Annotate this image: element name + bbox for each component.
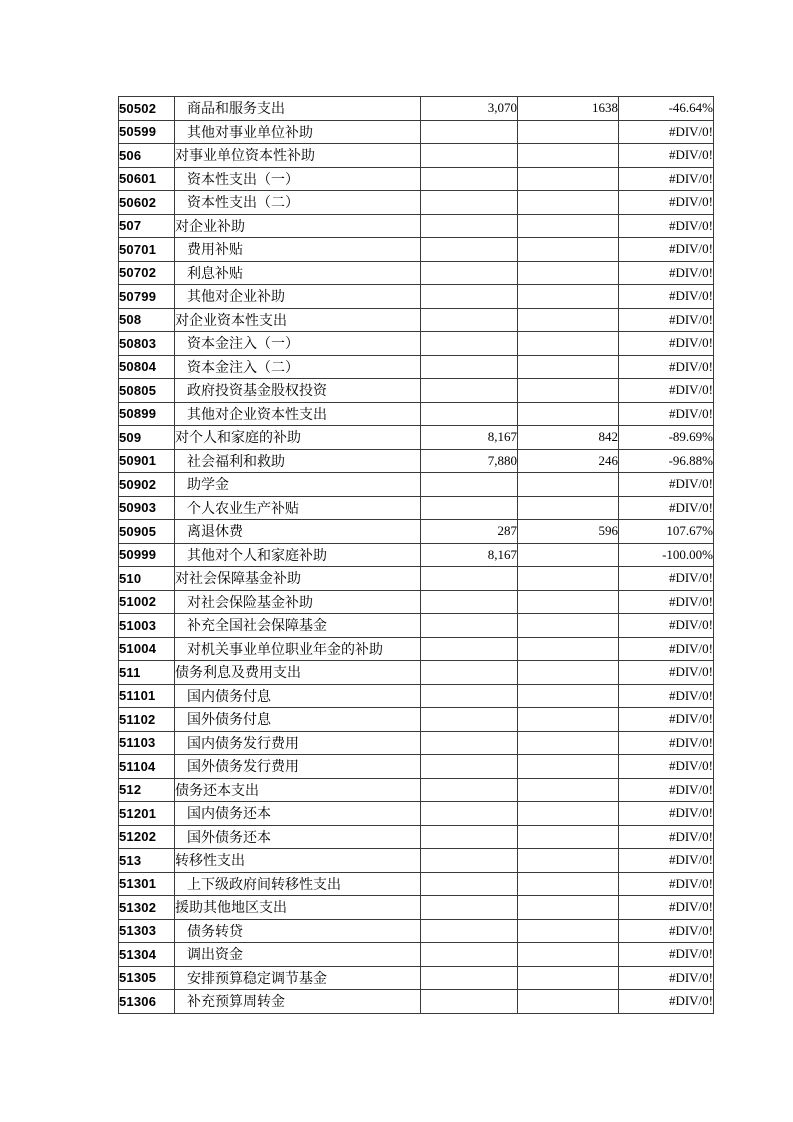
value1-cell xyxy=(421,802,518,826)
value2-cell xyxy=(518,120,619,144)
value1-cell xyxy=(421,191,518,215)
table-row xyxy=(119,473,714,497)
name-cell: 调出资金 xyxy=(175,943,421,967)
value1-cell xyxy=(421,567,518,591)
table-row xyxy=(119,637,714,661)
value2-cell xyxy=(518,849,619,873)
value2-cell: 596 xyxy=(518,520,619,544)
code-cell: 51004 xyxy=(119,637,175,661)
percent-cell: #DIV/0! xyxy=(619,872,714,896)
value1-cell xyxy=(421,684,518,708)
percent-cell: #DIV/0! xyxy=(619,144,714,168)
table-row xyxy=(119,755,714,779)
value2-cell xyxy=(518,755,619,779)
percent-cell: #DIV/0! xyxy=(619,473,714,497)
name-cell: 商品和服务支出 xyxy=(175,97,421,121)
percent-cell: #DIV/0! xyxy=(619,355,714,379)
code-cell: 50803 xyxy=(119,332,175,356)
value2-cell xyxy=(518,802,619,826)
table-row xyxy=(119,191,714,215)
code-cell: 506 xyxy=(119,144,175,168)
value2-cell xyxy=(518,966,619,990)
value2-cell xyxy=(518,355,619,379)
percent-cell: #DIV/0! xyxy=(619,238,714,262)
value1-cell xyxy=(421,285,518,309)
value2-cell xyxy=(518,379,619,403)
name-cell: 对企业补助 xyxy=(175,214,421,238)
value1-cell xyxy=(421,120,518,144)
code-cell: 51303 xyxy=(119,919,175,943)
value1-cell xyxy=(421,778,518,802)
value1-cell xyxy=(421,731,518,755)
table-row xyxy=(119,543,714,567)
code-cell: 51202 xyxy=(119,825,175,849)
table-row xyxy=(119,802,714,826)
table-row xyxy=(119,144,714,168)
table-row xyxy=(119,261,714,285)
value2-cell xyxy=(518,896,619,920)
code-cell: 508 xyxy=(119,308,175,332)
name-cell: 国外债务发行费用 xyxy=(175,755,421,779)
value2-cell xyxy=(518,261,619,285)
value1-cell xyxy=(421,402,518,426)
table-row xyxy=(119,97,714,121)
percent-cell: #DIV/0! xyxy=(619,825,714,849)
code-cell: 513 xyxy=(119,849,175,873)
name-cell: 转移性支出 xyxy=(175,849,421,873)
percent-cell: #DIV/0! xyxy=(619,590,714,614)
percent-cell: #DIV/0! xyxy=(619,567,714,591)
value2-cell xyxy=(518,708,619,732)
name-cell: 对社会保障基金补助 xyxy=(175,567,421,591)
table-row xyxy=(119,496,714,520)
value2-cell xyxy=(518,144,619,168)
name-cell: 对事业单位资本性补助 xyxy=(175,144,421,168)
name-cell: 社会福利和救助 xyxy=(175,449,421,473)
table-row xyxy=(119,849,714,873)
table-row xyxy=(119,661,714,685)
value1-cell xyxy=(421,144,518,168)
code-cell: 51002 xyxy=(119,590,175,614)
value2-cell xyxy=(518,614,619,638)
value1-cell xyxy=(421,896,518,920)
budget-table xyxy=(118,96,714,1014)
name-cell: 个人农业生产补贴 xyxy=(175,496,421,520)
value1-cell: 7,880 xyxy=(421,449,518,473)
percent-cell: #DIV/0! xyxy=(619,802,714,826)
code-cell: 510 xyxy=(119,567,175,591)
percent-cell: #DIV/0! xyxy=(619,214,714,238)
value2-cell xyxy=(518,661,619,685)
table-row xyxy=(119,214,714,238)
value2-cell xyxy=(518,496,619,520)
percent-cell: #DIV/0! xyxy=(619,990,714,1014)
table-row xyxy=(119,731,714,755)
percent-cell: #DIV/0! xyxy=(619,379,714,403)
name-cell: 其他对企业资本性支出 xyxy=(175,402,421,426)
table-row xyxy=(119,308,714,332)
value2-cell xyxy=(518,567,619,591)
value2-cell xyxy=(518,402,619,426)
name-cell: 对企业资本性支出 xyxy=(175,308,421,332)
name-cell: 安排预算稳定调节基金 xyxy=(175,966,421,990)
name-cell: 利息补贴 xyxy=(175,261,421,285)
code-cell: 51003 xyxy=(119,614,175,638)
value1-cell xyxy=(421,990,518,1014)
percent-cell: #DIV/0! xyxy=(619,919,714,943)
code-cell: 51101 xyxy=(119,684,175,708)
table-row xyxy=(119,778,714,802)
value2-cell xyxy=(518,825,619,849)
value1-cell xyxy=(421,661,518,685)
name-cell: 政府投资基金股权投资 xyxy=(175,379,421,403)
percent-cell: #DIV/0! xyxy=(619,943,714,967)
value2-cell xyxy=(518,285,619,309)
table-row xyxy=(119,919,714,943)
value1-cell xyxy=(421,238,518,262)
table-row xyxy=(119,379,714,403)
name-cell: 补充全国社会保障基金 xyxy=(175,614,421,638)
table-row xyxy=(119,896,714,920)
value2-cell xyxy=(518,919,619,943)
table-row xyxy=(119,614,714,638)
name-cell: 债务利息及费用支出 xyxy=(175,661,421,685)
name-cell: 补充预算周转金 xyxy=(175,990,421,1014)
code-cell: 50805 xyxy=(119,379,175,403)
percent-cell: -96.88% xyxy=(619,449,714,473)
code-cell: 51306 xyxy=(119,990,175,1014)
percent-cell: #DIV/0! xyxy=(619,614,714,638)
value2-cell xyxy=(518,872,619,896)
percent-cell: #DIV/0! xyxy=(619,755,714,779)
name-cell: 援助其他地区支出 xyxy=(175,896,421,920)
code-cell: 51102 xyxy=(119,708,175,732)
code-cell: 51201 xyxy=(119,802,175,826)
name-cell: 对社会保险基金补助 xyxy=(175,590,421,614)
value1-cell xyxy=(421,308,518,332)
name-cell: 国内债务发行费用 xyxy=(175,731,421,755)
value2-cell xyxy=(518,191,619,215)
table-row xyxy=(119,238,714,262)
code-cell: 507 xyxy=(119,214,175,238)
table-row xyxy=(119,449,714,473)
value2-cell xyxy=(518,167,619,191)
percent-cell: #DIV/0! xyxy=(619,261,714,285)
name-cell: 国外债务还本 xyxy=(175,825,421,849)
table-row xyxy=(119,966,714,990)
percent-cell: #DIV/0! xyxy=(619,966,714,990)
table-row xyxy=(119,990,714,1014)
percent-cell: #DIV/0! xyxy=(619,496,714,520)
value2-cell xyxy=(518,543,619,567)
table-row xyxy=(119,426,714,450)
name-cell: 离退休费 xyxy=(175,520,421,544)
value1-cell xyxy=(421,355,518,379)
value1-cell: 8,167 xyxy=(421,426,518,450)
name-cell: 对机关事业单位职业年金的补助 xyxy=(175,637,421,661)
table-row xyxy=(119,872,714,896)
code-cell: 51304 xyxy=(119,943,175,967)
name-cell: 助学金 xyxy=(175,473,421,497)
value2-cell xyxy=(518,238,619,262)
code-cell: 512 xyxy=(119,778,175,802)
value2-cell: 246 xyxy=(518,449,619,473)
value2-cell xyxy=(518,731,619,755)
table-row xyxy=(119,332,714,356)
table-row xyxy=(119,355,714,379)
value2-cell xyxy=(518,637,619,661)
value1-cell xyxy=(421,261,518,285)
code-cell: 51104 xyxy=(119,755,175,779)
name-cell: 资本性支出（一） xyxy=(175,167,421,191)
value2-cell xyxy=(518,473,619,497)
code-cell: 50701 xyxy=(119,238,175,262)
code-cell: 50599 xyxy=(119,120,175,144)
name-cell: 对个人和家庭的补助 xyxy=(175,426,421,450)
value1-cell xyxy=(421,167,518,191)
code-cell: 51103 xyxy=(119,731,175,755)
value1-cell xyxy=(421,825,518,849)
name-cell: 国内债务付息 xyxy=(175,684,421,708)
table-row xyxy=(119,825,714,849)
percent-cell: #DIV/0! xyxy=(619,332,714,356)
code-cell: 50901 xyxy=(119,449,175,473)
value1-cell xyxy=(421,379,518,403)
table-row xyxy=(119,402,714,426)
value2-cell xyxy=(518,308,619,332)
percent-cell: #DIV/0! xyxy=(619,896,714,920)
value1-cell: 287 xyxy=(421,520,518,544)
code-cell: 50601 xyxy=(119,167,175,191)
table-row xyxy=(119,708,714,732)
value2-cell: 842 xyxy=(518,426,619,450)
value1-cell xyxy=(421,332,518,356)
percent-cell: #DIV/0! xyxy=(619,120,714,144)
value1-cell xyxy=(421,590,518,614)
code-cell: 50804 xyxy=(119,355,175,379)
percent-cell: #DIV/0! xyxy=(619,191,714,215)
percent-cell: #DIV/0! xyxy=(619,637,714,661)
percent-cell: #DIV/0! xyxy=(619,778,714,802)
code-cell: 50905 xyxy=(119,520,175,544)
code-cell: 50799 xyxy=(119,285,175,309)
percent-cell: 107.67% xyxy=(619,520,714,544)
name-cell: 债务还本支出 xyxy=(175,778,421,802)
value2-cell xyxy=(518,590,619,614)
percent-cell: #DIV/0! xyxy=(619,661,714,685)
percent-cell: -46.64% xyxy=(619,97,714,121)
name-cell: 其他对个人和家庭补助 xyxy=(175,543,421,567)
value2-cell xyxy=(518,778,619,802)
percent-cell: #DIV/0! xyxy=(619,308,714,332)
name-cell: 资本金注入（二） xyxy=(175,355,421,379)
value1-cell xyxy=(421,755,518,779)
value1-cell xyxy=(421,943,518,967)
table-row xyxy=(119,167,714,191)
name-cell: 债务转贷 xyxy=(175,919,421,943)
percent-cell: #DIV/0! xyxy=(619,285,714,309)
value1-cell xyxy=(421,919,518,943)
code-cell: 509 xyxy=(119,426,175,450)
percent-cell: #DIV/0! xyxy=(619,731,714,755)
name-cell: 费用补贴 xyxy=(175,238,421,262)
percent-cell: #DIV/0! xyxy=(619,167,714,191)
code-cell: 51301 xyxy=(119,872,175,896)
table-row xyxy=(119,590,714,614)
value2-cell xyxy=(518,943,619,967)
value1-cell: 8,167 xyxy=(421,543,518,567)
value1-cell xyxy=(421,496,518,520)
code-cell: 50902 xyxy=(119,473,175,497)
value2-cell: 1638 xyxy=(518,97,619,121)
value1-cell xyxy=(421,473,518,497)
value2-cell xyxy=(518,990,619,1014)
name-cell: 国外债务付息 xyxy=(175,708,421,732)
code-cell: 51302 xyxy=(119,896,175,920)
code-cell: 511 xyxy=(119,661,175,685)
table-row xyxy=(119,567,714,591)
code-cell: 50502 xyxy=(119,97,175,121)
name-cell: 国内债务还本 xyxy=(175,802,421,826)
table-row xyxy=(119,520,714,544)
value2-cell xyxy=(518,684,619,708)
percent-cell: #DIV/0! xyxy=(619,684,714,708)
value1-cell xyxy=(421,637,518,661)
value1-cell xyxy=(421,966,518,990)
name-cell: 其他对事业单位补助 xyxy=(175,120,421,144)
value1-cell: 3,070 xyxy=(421,97,518,121)
percent-cell: #DIV/0! xyxy=(619,402,714,426)
code-cell: 50702 xyxy=(119,261,175,285)
percent-cell: #DIV/0! xyxy=(619,708,714,732)
percent-cell: -89.69% xyxy=(619,426,714,450)
percent-cell: -100.00% xyxy=(619,543,714,567)
table-row xyxy=(119,684,714,708)
table-body xyxy=(119,97,714,1014)
value1-cell xyxy=(421,614,518,638)
code-cell: 51305 xyxy=(119,966,175,990)
code-cell: 50602 xyxy=(119,191,175,215)
name-cell: 其他对企业补助 xyxy=(175,285,421,309)
value1-cell xyxy=(421,872,518,896)
name-cell: 资本性支出（二） xyxy=(175,191,421,215)
name-cell: 上下级政府间转移性支出 xyxy=(175,872,421,896)
name-cell: 资本金注入（一） xyxy=(175,332,421,356)
value1-cell xyxy=(421,849,518,873)
code-cell: 50903 xyxy=(119,496,175,520)
code-cell: 50899 xyxy=(119,402,175,426)
code-cell: 50999 xyxy=(119,543,175,567)
value1-cell xyxy=(421,214,518,238)
table-row xyxy=(119,285,714,309)
value1-cell xyxy=(421,708,518,732)
value2-cell xyxy=(518,332,619,356)
percent-cell: #DIV/0! xyxy=(619,849,714,873)
table-row xyxy=(119,120,714,144)
table-row xyxy=(119,943,714,967)
value2-cell xyxy=(518,214,619,238)
